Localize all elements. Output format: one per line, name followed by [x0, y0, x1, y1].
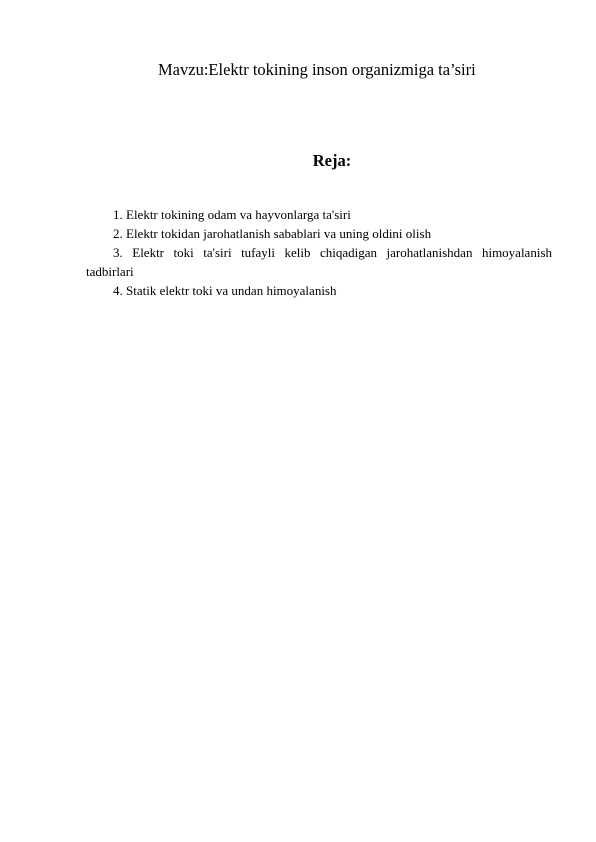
document-title: Mavzu:Elektr tokining inson organizmiga ta’siri — [158, 60, 476, 79]
plan-item-4: 4. Statik elektr toki va undan himoyalanish — [113, 283, 337, 298]
plan-item-2: 2. Elektr tokidan jarohatlanish sabablari va uning oldini olish — [113, 226, 432, 241]
plan-list — [86, 205, 552, 300]
plan-item-3: 3. Elektr toki ta'siri tufayli kelib chiqadigan jarohatlanishdan himoyalanish tadbirlari — [86, 245, 552, 279]
plan-item-1: 1. Elektr tokining odam va hayvonlarga ta'siri — [113, 207, 351, 222]
plan-heading: Reja: — [312, 151, 352, 170]
